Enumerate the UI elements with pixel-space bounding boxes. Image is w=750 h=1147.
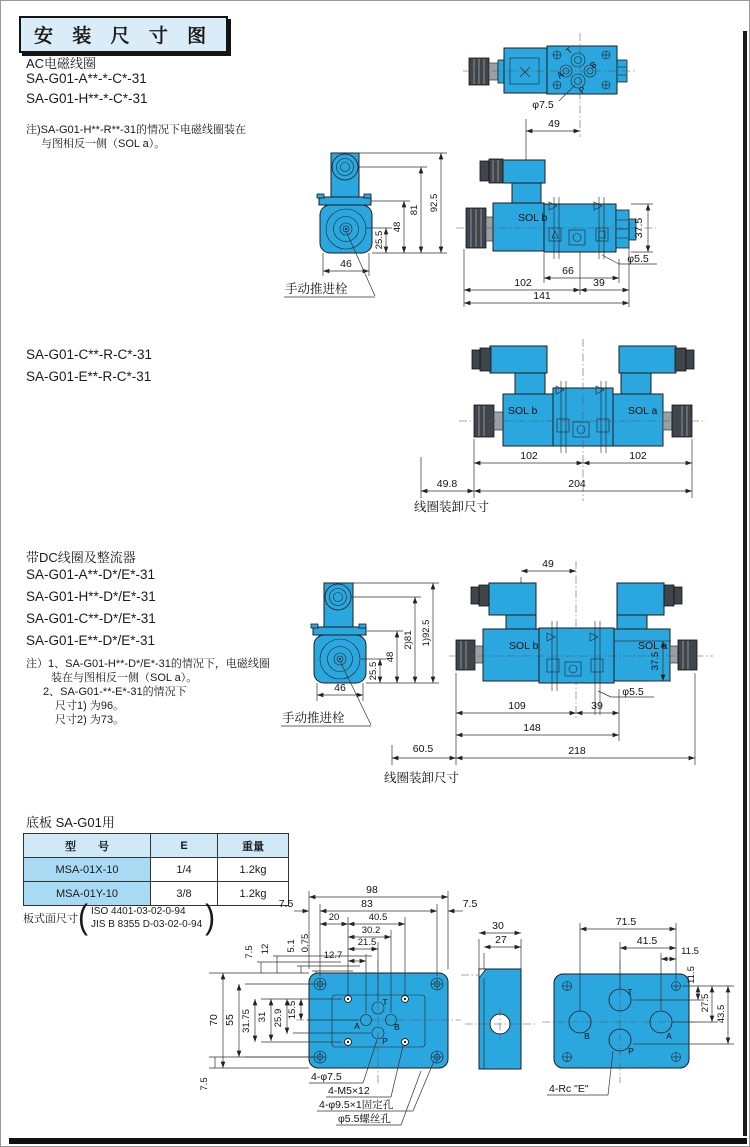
plate-dim-7-5-left: 7.5 <box>278 898 294 910</box>
dc-coil-removal-label: 线圈装卸尺寸 <box>384 771 460 785</box>
plate-dim-0-75: 0.75 <box>300 933 311 953</box>
ac-double-model-2: SA-G01-E**-R-C*-31 <box>26 369 152 384</box>
ac-side-sol-b: SOL b <box>518 212 548 224</box>
plate-callout-holes: 4-φ7.5 <box>311 1071 342 1083</box>
ac-end-dim-46: 46 <box>340 258 352 270</box>
ac-manual-pin-label: 手动推进栓 <box>285 282 348 296</box>
ac-side-dim-102: 102 <box>514 277 532 289</box>
ac-end-dim-48: 48 <box>392 221 403 233</box>
plate-callout-bolts: 4-M5×12 <box>328 1085 370 1097</box>
plate-dim-15-5: 15.5 <box>287 1000 298 1020</box>
dc-model-3: SA-G01-C**-D*/E*-31 <box>26 611 156 626</box>
ac-top-port-a: A <box>554 69 566 81</box>
base-side-dim-27: 27 <box>495 934 507 946</box>
dc-dim-49: 49 <box>542 558 554 570</box>
dc-model-1: SA-G01-A**-D*/E*-31 <box>26 567 156 582</box>
base-plate-view-drawing <box>199 884 477 1125</box>
ac-double-view-drawing <box>414 339 706 514</box>
dc-side-dim-109: 109 <box>508 700 526 712</box>
face-dim-71-5: 71.5 <box>615 916 637 928</box>
plate-dim-12-7: 12.7 <box>323 950 343 961</box>
ac-side-view-drawing <box>456 159 657 307</box>
ac-side-dim-39: 39 <box>593 277 605 289</box>
cell-e: 3/8 <box>151 882 218 906</box>
page-title: 安 装 尺 寸 图 <box>19 16 228 53</box>
plate-port-p: P <box>382 1036 388 1046</box>
face-dim-41-5: 41.5 <box>636 935 658 947</box>
face-port-p: P <box>628 1046 634 1056</box>
ac-double-dim-49-8: 49.8 <box>436 478 458 490</box>
ac-top-view-drawing <box>463 33 635 165</box>
dc-end-view-drawing <box>281 583 439 726</box>
dc-manual-pin-label: 手动推进栓 <box>282 711 345 725</box>
plate-dim-21-5: 21.5 <box>357 937 377 948</box>
plate-dim-7-5-bottom: 7.5 <box>199 1077 210 1091</box>
plate-callout-thread: φ5.5螺丝孔 <box>338 1113 391 1125</box>
close-paren: ) <box>205 898 216 937</box>
dc-heading: 带DC线圈及整流器 <box>26 550 136 565</box>
plate-dim-31: 31 <box>257 1011 268 1023</box>
ac-note-line2: 与图相反一侧（SOL a）。 <box>41 138 166 150</box>
dc-end-dim-46: 46 <box>334 682 346 694</box>
ac-top-port-t: T <box>563 45 575 57</box>
face-dim-11-5-h: 11.5 <box>681 946 699 957</box>
ac-note-line1: 注)SA-G01-H**-R**-31的情况下电磁线圈装在 <box>26 124 247 136</box>
base-side-dim-30: 30 <box>492 920 504 932</box>
plate-dim-5-1: 5.1 <box>286 939 297 953</box>
face-port-t: T <box>627 987 633 997</box>
dc-side-sol-b: SOL b <box>509 640 539 652</box>
plate-dim-20: 20 <box>328 912 340 923</box>
dc-note-line3: 2、SA-G01-**-E*-31的情况下 <box>43 686 187 698</box>
cell-model: MSA-01Y-10 <box>24 882 151 906</box>
table-header-e: E <box>151 834 218 858</box>
ac-top-port-b: B <box>587 59 599 71</box>
page-edge-right <box>743 31 747 1136</box>
ac-double-sol-b: SOL b <box>508 405 538 417</box>
cell-model: MSA-01X-10 <box>24 858 151 882</box>
table-header-model: 型 号 <box>24 834 151 858</box>
plate-dim-12: 12 <box>260 943 271 955</box>
ac-model-2: SA-G01-H**-*-C*-31 <box>26 91 148 106</box>
dc-note-line1: 注）1、SA-G01-H**-D*/E*-31的情况下，电磁线圈 <box>26 658 270 670</box>
table-header-weight: 重量 <box>218 834 289 858</box>
cell-weight: 1.2kg <box>218 882 289 906</box>
plate-dim-7-5-top: 7.5 <box>244 945 255 959</box>
ac-end-view-drawing <box>284 153 447 297</box>
face-dim-27-5: 27.5 <box>700 993 711 1013</box>
ac-end-dim-81: 81 <box>409 204 420 216</box>
dc-model-2: SA-G01-H**-D*/E*-31 <box>26 589 156 604</box>
dc-end-dim-92-5: 1)92.5 <box>421 619 432 647</box>
face-port-b: B <box>584 1031 590 1041</box>
plate-port-b: B <box>394 1022 400 1032</box>
base-face-view-drawing <box>542 916 734 1095</box>
dc-side-dim-148: 148 <box>523 722 541 734</box>
technical-drawing-layer <box>1 1 750 1147</box>
standard-jis: JIS B 8355 D-03-02-0-94 <box>91 919 203 931</box>
ac-side-dim-141: 141 <box>533 290 551 302</box>
ac-double-dim-102-left: 102 <box>520 450 538 462</box>
plate-dim-70: 70 <box>208 1014 220 1026</box>
plate-callout-fixing: 4-φ9.5×1固定孔 <box>319 1099 394 1111</box>
plate-dim-40-5: 40.5 <box>368 912 388 923</box>
plate-dim-83: 83 <box>361 898 373 910</box>
dc-side-dim-37-5: 37.5 <box>650 651 661 671</box>
dc-end-dim-81: 2)81 <box>403 630 414 650</box>
dc-model-4: SA-G01-E**-D*/E*-31 <box>26 633 156 648</box>
base-heading: 底板 SA-G01用 <box>26 815 115 830</box>
ac-top-dim-dia7-5: φ7.5 <box>532 99 554 111</box>
dc-note-line2: 装在与图相反一侧（SOL a）。 <box>51 672 198 684</box>
face-dim-43-5: 43.5 <box>716 1004 727 1024</box>
dc-end-dim-25-5: 25.5 <box>368 661 379 681</box>
ac-coil-removal-label: 线圈装卸尺寸 <box>414 500 490 514</box>
dc-note-line4: 尺寸1) 为96。 <box>55 700 125 712</box>
face-callout-rc: 4-Rc "E" <box>549 1083 589 1095</box>
plate-dim-98: 98 <box>366 884 378 896</box>
plate-dim-25-9: 25.9 <box>273 1008 284 1028</box>
plate-port-a: A <box>354 1021 360 1031</box>
base-side-view-drawing <box>461 920 537 1069</box>
page-edge-bottom <box>9 1138 747 1144</box>
plate-dim-7-5-right: 7.5 <box>462 898 478 910</box>
cell-weight: 1.2kg <box>218 858 289 882</box>
ac-end-dim-25-5: 25.5 <box>374 230 385 250</box>
dc-note-line5: 尺寸2) 为73。 <box>55 714 125 726</box>
ac-side-dim-66: 66 <box>562 265 574 277</box>
face-port-a: A <box>666 1031 672 1041</box>
standard-iso: ISO 4401-03-02-0-94 <box>91 906 186 918</box>
dc-side-dim-218: 218 <box>568 745 586 757</box>
ac-double-sol-a: SOL a <box>628 405 658 417</box>
dc-side-dim-60-5: 60.5 <box>412 743 434 755</box>
ac-double-model-1: SA-G01-C**-R-C*-31 <box>26 347 153 362</box>
ac-double-dim-102-right: 102 <box>629 450 647 462</box>
plate-dim-55: 55 <box>224 1014 236 1026</box>
plate-port-t: T <box>382 997 388 1007</box>
dc-side-dim-dia5-5: φ5.5 <box>622 686 644 698</box>
surface-label: 板式面尺寸 <box>23 913 78 926</box>
plate-dim-30-2: 30.2 <box>361 925 381 936</box>
ac-model-1: SA-G01-A**-*-C*-31 <box>26 71 147 86</box>
ac-heading: AC电磁线圈 <box>26 56 97 71</box>
ac-end-dim-92-5: 92.5 <box>429 193 440 213</box>
ac-side-dim-dia5-5: φ5.5 <box>627 253 649 265</box>
open-paren: ( <box>78 898 88 937</box>
plate-dim-31-75: 31.75 <box>241 1009 252 1033</box>
cell-e: 1/4 <box>151 858 218 882</box>
dc-side-sol-a: SOL a <box>638 640 668 652</box>
ac-double-dim-204: 204 <box>568 478 586 490</box>
face-dim-11-5-v: 11.5 <box>686 966 697 984</box>
ac-top-port-p: P <box>576 84 588 96</box>
ac-side-dim-37-5: 37.5 <box>633 217 645 239</box>
dc-end-dim-48: 48 <box>385 651 396 663</box>
dc-side-dim-39: 39 <box>591 700 603 712</box>
ac-dim-49: 49 <box>548 118 560 130</box>
